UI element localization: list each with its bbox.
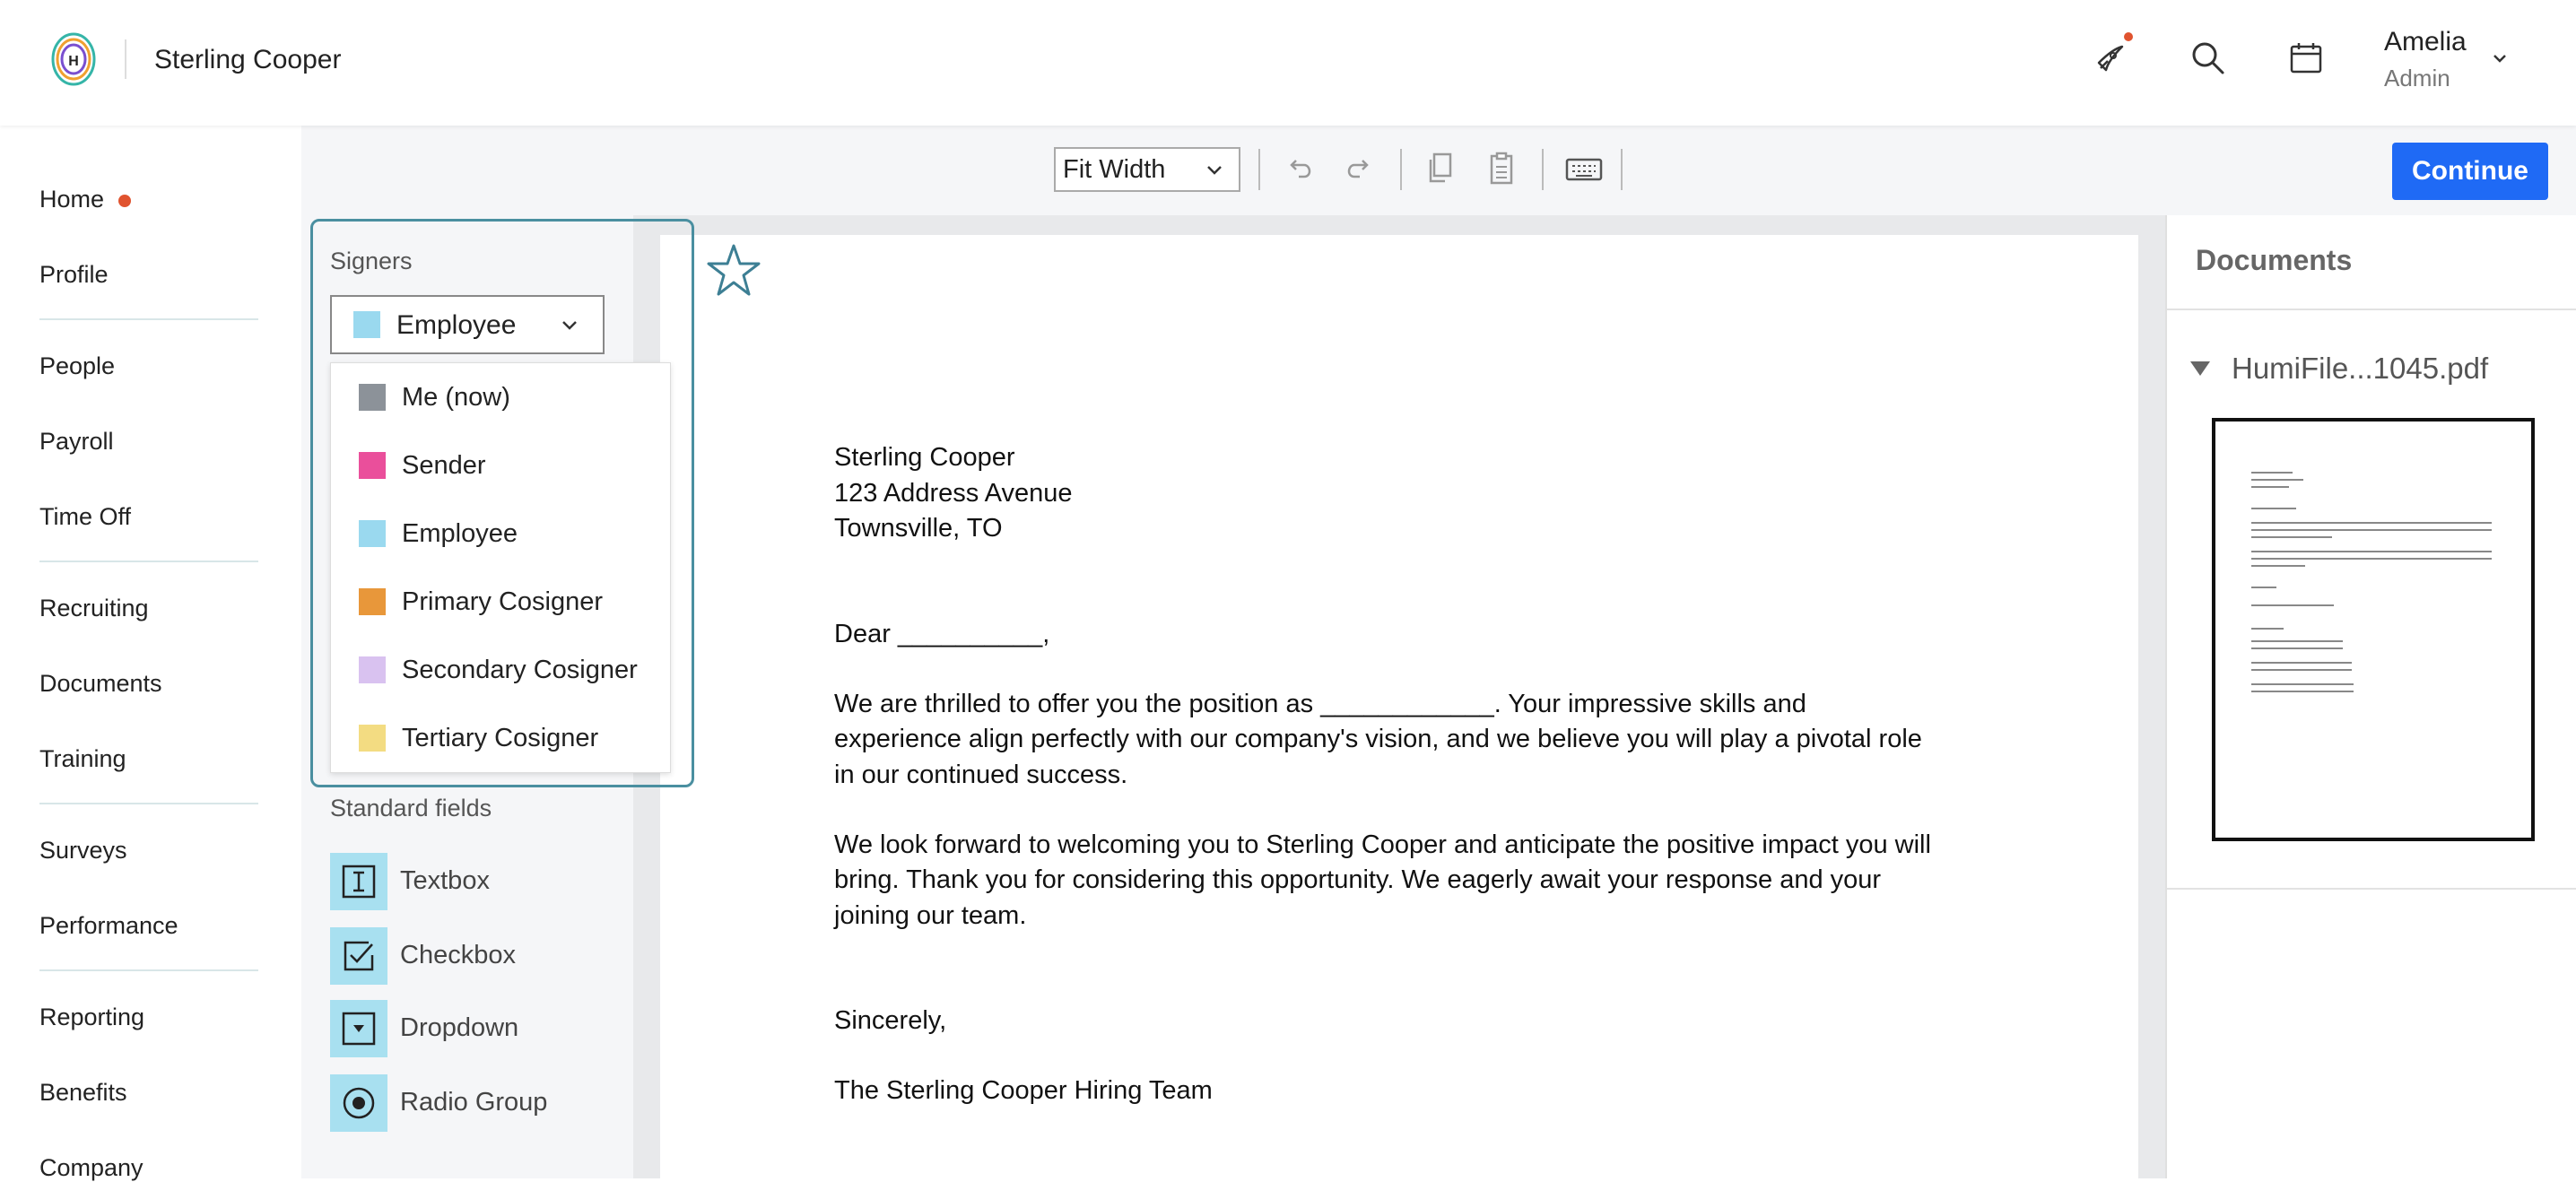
signer-option-me[interactable]: Me (now) <box>402 383 510 412</box>
thumbnail-text-line <box>2251 472 2293 474</box>
letter-paragraph-line: We are thrilled to offer you the position as ____________. Your impressive skills and <box>834 690 1806 718</box>
thumbnail-text-line <box>2251 508 2296 509</box>
keyboard-icon[interactable] <box>1564 149 1604 188</box>
letter-greeting: Dear __________, <box>834 620 1050 648</box>
checkbox-field-tile[interactable] <box>330 927 387 985</box>
toolbar-divider <box>1542 149 1544 190</box>
signer-option-swatch <box>359 725 386 752</box>
letter-address-line: 123 Address Avenue <box>834 479 1073 508</box>
thumbnail-text-line <box>2251 486 2289 488</box>
chevron-down-icon <box>556 312 583 339</box>
letter-address-line: Townsville, TO <box>834 514 1003 543</box>
signer-color-swatch <box>353 311 380 338</box>
nav-divider <box>39 318 258 320</box>
notification-dot <box>2124 32 2133 41</box>
signer-option-swatch <box>359 520 386 547</box>
letter-paragraph-line: joining our team. <box>834 901 1027 930</box>
nav-item-people[interactable]: People <box>39 352 116 379</box>
home-notification-dot <box>118 195 131 207</box>
signer-option-tertiary-cosigner[interactable]: Tertiary Cosigner <box>402 724 599 752</box>
letter-signoff: The Sterling Cooper Hiring Team <box>834 1076 1213 1105</box>
standard-fields-label: Standard fields <box>330 795 492 821</box>
search-icon[interactable] <box>2186 36 2231 81</box>
svg-text:H: H <box>68 54 79 69</box>
dropdown-field-label[interactable]: Dropdown <box>400 1013 519 1042</box>
signer-option-primary-cosigner[interactable]: Primary Cosigner <box>402 587 603 616</box>
calendar-icon[interactable] <box>2284 36 2328 81</box>
zoom-select-value: Fit Width <box>1063 155 1166 184</box>
thumbnail-text-line <box>2251 628 2284 630</box>
signer-dropdown-menu <box>330 362 671 773</box>
chevron-down-icon <box>1202 158 1227 183</box>
letter-closing: Sincerely, <box>834 1006 947 1035</box>
thumbnail-text-line <box>2251 551 2492 552</box>
letter-paragraph-line: experience align perfectly with our company's vision, and we believe you will play a pivotal role <box>834 725 1922 753</box>
thumbnail-text-line <box>2251 691 2354 692</box>
top-bar <box>0 0 2576 126</box>
nav-item-documents[interactable]: Documents <box>39 670 162 697</box>
toolbar-divider <box>1621 149 1623 190</box>
checkbox-icon <box>342 939 376 973</box>
undo-icon[interactable] <box>1281 149 1317 188</box>
nav-divider <box>39 969 258 971</box>
nav-item-performance[interactable]: Performance <box>39 912 178 939</box>
textbox-field-tile[interactable] <box>330 853 387 910</box>
redo-icon[interactable] <box>1342 149 1378 188</box>
thumbnail-text-line <box>2251 529 2492 531</box>
collapse-triangle-icon[interactable] <box>2189 359 2212 378</box>
thumbnail-text-line <box>2251 640 2343 642</box>
logo-icon[interactable] <box>50 30 97 88</box>
user-role: Admin <box>2384 65 2450 91</box>
signer-option-sender[interactable]: Sender <box>402 451 486 480</box>
thumbnail-text-line <box>2251 683 2354 685</box>
dropdown-icon <box>342 1012 376 1046</box>
copy-icon[interactable] <box>1423 149 1458 188</box>
thumbnail-text-line <box>2251 558 2492 560</box>
continue-button[interactable]: Continue <box>2392 143 2548 200</box>
radio-group-field-label[interactable]: Radio Group <box>400 1088 548 1117</box>
company-name: Sterling Cooper <box>154 45 342 74</box>
letter-paragraph-line: We look forward to welcoming you to Sterling Cooper and anticipate the positive impact you will <box>834 830 1931 859</box>
nav-item-reporting[interactable]: Reporting <box>39 1004 145 1030</box>
paste-icon[interactable] <box>1484 149 1519 188</box>
nav-item-recruiting[interactable]: Recruiting <box>39 595 149 621</box>
thumbnail-text-line <box>2251 604 2334 606</box>
textbox-field-label[interactable]: Textbox <box>400 866 490 895</box>
thumbnail-text-line <box>2251 647 2343 649</box>
signer-select-value: Employee <box>396 310 517 340</box>
nav-item-home[interactable]: Home <box>39 186 105 213</box>
checkbox-field-label[interactable]: Checkbox <box>400 941 516 969</box>
radio-icon <box>342 1086 376 1120</box>
nav-divider <box>39 561 258 562</box>
nav-item-benefits[interactable]: Benefits <box>39 1079 127 1106</box>
nav-item-payroll[interactable]: Payroll <box>39 428 114 455</box>
thumbnail-text-line <box>2251 479 2303 481</box>
rocket-icon[interactable] <box>2088 36 2133 81</box>
thumbnail-text-line <box>2251 522 2492 524</box>
signer-option-swatch <box>359 384 386 411</box>
nav-divider <box>39 803 258 804</box>
document-thumbnail[interactable] <box>2212 418 2535 841</box>
nav-item-profile[interactable]: Profile <box>39 261 109 288</box>
nav-item-company[interactable]: Company <box>39 1154 144 1181</box>
letter-paragraph-line: in our continued success. <box>834 760 1128 789</box>
thumbnail-text-line <box>2251 565 2305 567</box>
signers-label: Signers <box>330 248 413 274</box>
thumbnail-text-line <box>2251 587 2276 588</box>
signer-option-swatch <box>359 656 386 683</box>
signer-option-swatch <box>359 452 386 479</box>
textbox-icon <box>342 865 376 899</box>
star-icon[interactable] <box>705 242 762 300</box>
documents-divider <box>2167 888 2576 890</box>
documents-divider <box>2167 309 2576 310</box>
signer-option-secondary-cosigner[interactable]: Secondary Cosigner <box>402 656 638 684</box>
chevron-down-icon[interactable] <box>2488 47 2511 70</box>
letter-paragraph-line: bring. Thank you for considering this opportunity. We eagerly await your response and your <box>834 865 1882 894</box>
radio-group-field-tile[interactable] <box>330 1074 387 1132</box>
letter-address-line: Sterling Cooper <box>834 443 1015 472</box>
toolbar-divider <box>1400 149 1402 190</box>
documents-title: Documents <box>2196 244 2353 276</box>
signer-option-employee[interactable]: Employee <box>402 519 518 548</box>
document-filename[interactable]: HumiFile...1045.pdf <box>2232 352 2489 385</box>
nav-item-time-off[interactable]: Time Off <box>39 503 132 530</box>
dropdown-field-tile[interactable] <box>330 1000 387 1057</box>
logo-divider <box>125 39 126 79</box>
nav-item-training[interactable]: Training <box>39 745 126 772</box>
thumbnail-text-line <box>2251 536 2332 538</box>
signer-option-swatch <box>359 588 386 615</box>
user-name[interactable]: Amelia <box>2384 27 2467 56</box>
nav-item-surveys[interactable]: Surveys <box>39 837 127 864</box>
thumbnail-text-line <box>2251 662 2352 664</box>
toolbar-divider <box>1258 149 1260 190</box>
thumbnail-text-line <box>2251 669 2352 671</box>
